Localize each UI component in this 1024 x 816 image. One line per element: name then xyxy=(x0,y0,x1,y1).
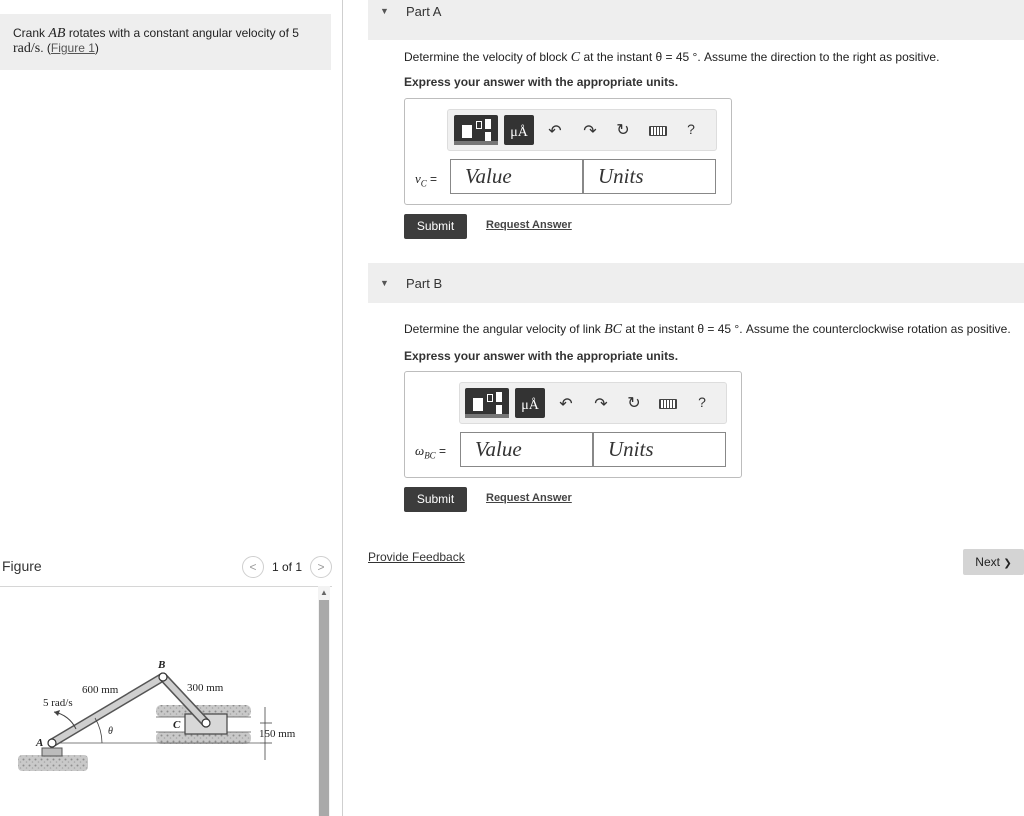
part-b-submit-button[interactable]: Submit xyxy=(404,487,467,512)
chevron-left-icon: < xyxy=(249,560,257,574)
help-button[interactable]: ? xyxy=(698,394,706,410)
part-a-instruction: Express your answer with the appropriate units. xyxy=(404,75,679,89)
chevron-right-icon: ❯ xyxy=(1003,558,1012,569)
part-b-instruction: Express your answer with the appropriate units. xyxy=(404,349,679,363)
pin-c xyxy=(202,719,210,727)
part-b-question-post: at the instant θ = 45 °. Assume the counterclockwise rotation as positive. xyxy=(625,322,1011,336)
problem-close: ) xyxy=(94,41,99,55)
part-b-answer-box xyxy=(404,371,742,478)
templates-button[interactable] xyxy=(465,388,509,418)
problem-text: rotates with a constant angular velocity of 5 xyxy=(68,26,299,40)
reset-icon[interactable]: ↻ xyxy=(616,122,630,139)
vc-symbol: v xyxy=(415,171,421,186)
pin-a xyxy=(48,739,56,747)
figure-pager xyxy=(242,556,332,578)
figure-header xyxy=(2,556,332,584)
label-theta: θ xyxy=(108,726,113,737)
part-b-question xyxy=(404,322,1011,338)
units-button[interactable]: μÅ xyxy=(504,115,534,145)
vc-subscript: C xyxy=(420,178,427,189)
equals-sign: = xyxy=(438,444,446,458)
part-a-toolbar xyxy=(447,109,717,151)
chevron-right-icon: > xyxy=(317,560,325,574)
part-b-question-pre: Determine the angular velocity of link xyxy=(404,322,601,336)
pin-b xyxy=(159,673,167,681)
part-a-title: Part A xyxy=(406,4,442,19)
part-a-question xyxy=(404,50,939,66)
part-b-question-var: BC xyxy=(604,322,622,337)
collapse-triangle-icon[interactable]: ▼ xyxy=(380,6,389,16)
part-a-request-answer[interactable]: Request Answer xyxy=(486,219,572,231)
figure-page-count: 1 of 1 xyxy=(271,560,302,574)
figure-divider xyxy=(0,586,332,587)
provide-feedback-link[interactable]: Provide Feedback xyxy=(368,550,465,564)
part-b-toolbar xyxy=(459,382,727,424)
figure-scrollbar[interactable] xyxy=(318,586,330,816)
part-a-header[interactable] xyxy=(368,0,1024,40)
label-omega: 5 rad/s xyxy=(43,697,73,709)
keyboard-icon[interactable] xyxy=(649,126,667,136)
label-600mm: 600 mm xyxy=(82,684,119,696)
omega-symbol: ω xyxy=(415,443,425,458)
part-a-variable xyxy=(415,171,437,189)
prev-figure-button[interactable] xyxy=(242,556,264,578)
part-b-title: Part B xyxy=(406,276,443,291)
keyboard-icon[interactable] xyxy=(659,399,677,409)
label-a: A xyxy=(36,737,44,749)
problem-prefix: Crank xyxy=(13,26,46,40)
part-a-question-pre: Determine the velocity of block xyxy=(404,50,568,64)
reset-icon[interactable]: ↻ xyxy=(627,395,641,412)
part-a-question-var: C xyxy=(570,50,581,65)
ground-a xyxy=(18,755,88,771)
figure-title: Figure xyxy=(2,558,42,574)
help-button[interactable]: ? xyxy=(687,121,695,137)
part-a-question-post: at the instant θ = 45 °. Assume the direction to the right as positive. xyxy=(583,50,940,64)
next-figure-button[interactable] xyxy=(310,556,332,578)
next-button[interactable] xyxy=(963,549,1024,575)
omega-subscript: BC xyxy=(424,450,436,461)
part-a-value-input[interactable] xyxy=(450,159,583,194)
part-b-variable xyxy=(415,443,446,461)
label-c: C xyxy=(173,719,181,731)
part-a-units-input[interactable] xyxy=(583,159,716,194)
label-b: B xyxy=(158,659,166,671)
units-button[interactable]: μÅ xyxy=(515,388,545,418)
undo-icon[interactable]: ↶ xyxy=(548,123,562,140)
part-a-answer-box xyxy=(404,98,732,205)
panel-divider xyxy=(342,0,343,816)
part-b-value-input[interactable] xyxy=(460,432,593,467)
figure-link[interactable]: Figure 1 xyxy=(50,41,95,55)
unit-text: rad/s xyxy=(13,41,41,56)
equals-sign: = xyxy=(430,172,438,186)
redo-icon[interactable]: ↷ xyxy=(594,396,608,413)
pin-base xyxy=(42,748,62,756)
undo-icon[interactable]: ↶ xyxy=(559,396,573,413)
scroll-thumb[interactable] xyxy=(319,600,329,816)
label-150mm: 150 mm xyxy=(259,728,296,740)
problem-statement xyxy=(0,14,331,70)
mechanism-figure xyxy=(10,650,310,780)
problem-dot: . ( xyxy=(40,41,51,55)
part-b-header[interactable] xyxy=(368,263,1024,303)
scroll-up-icon[interactable]: ▲ xyxy=(320,588,328,597)
part-b-request-answer[interactable]: Request Answer xyxy=(486,492,572,504)
part-b-units-input[interactable] xyxy=(593,432,726,467)
collapse-triangle-icon[interactable]: ▼ xyxy=(380,278,389,288)
templates-button[interactable] xyxy=(454,115,498,145)
next-label: Next xyxy=(975,555,1000,569)
part-a-submit-button[interactable]: Submit xyxy=(404,214,467,239)
crank-variable: AB xyxy=(48,26,66,41)
redo-icon[interactable]: ↷ xyxy=(583,123,597,140)
label-300mm: 300 mm xyxy=(187,682,224,694)
